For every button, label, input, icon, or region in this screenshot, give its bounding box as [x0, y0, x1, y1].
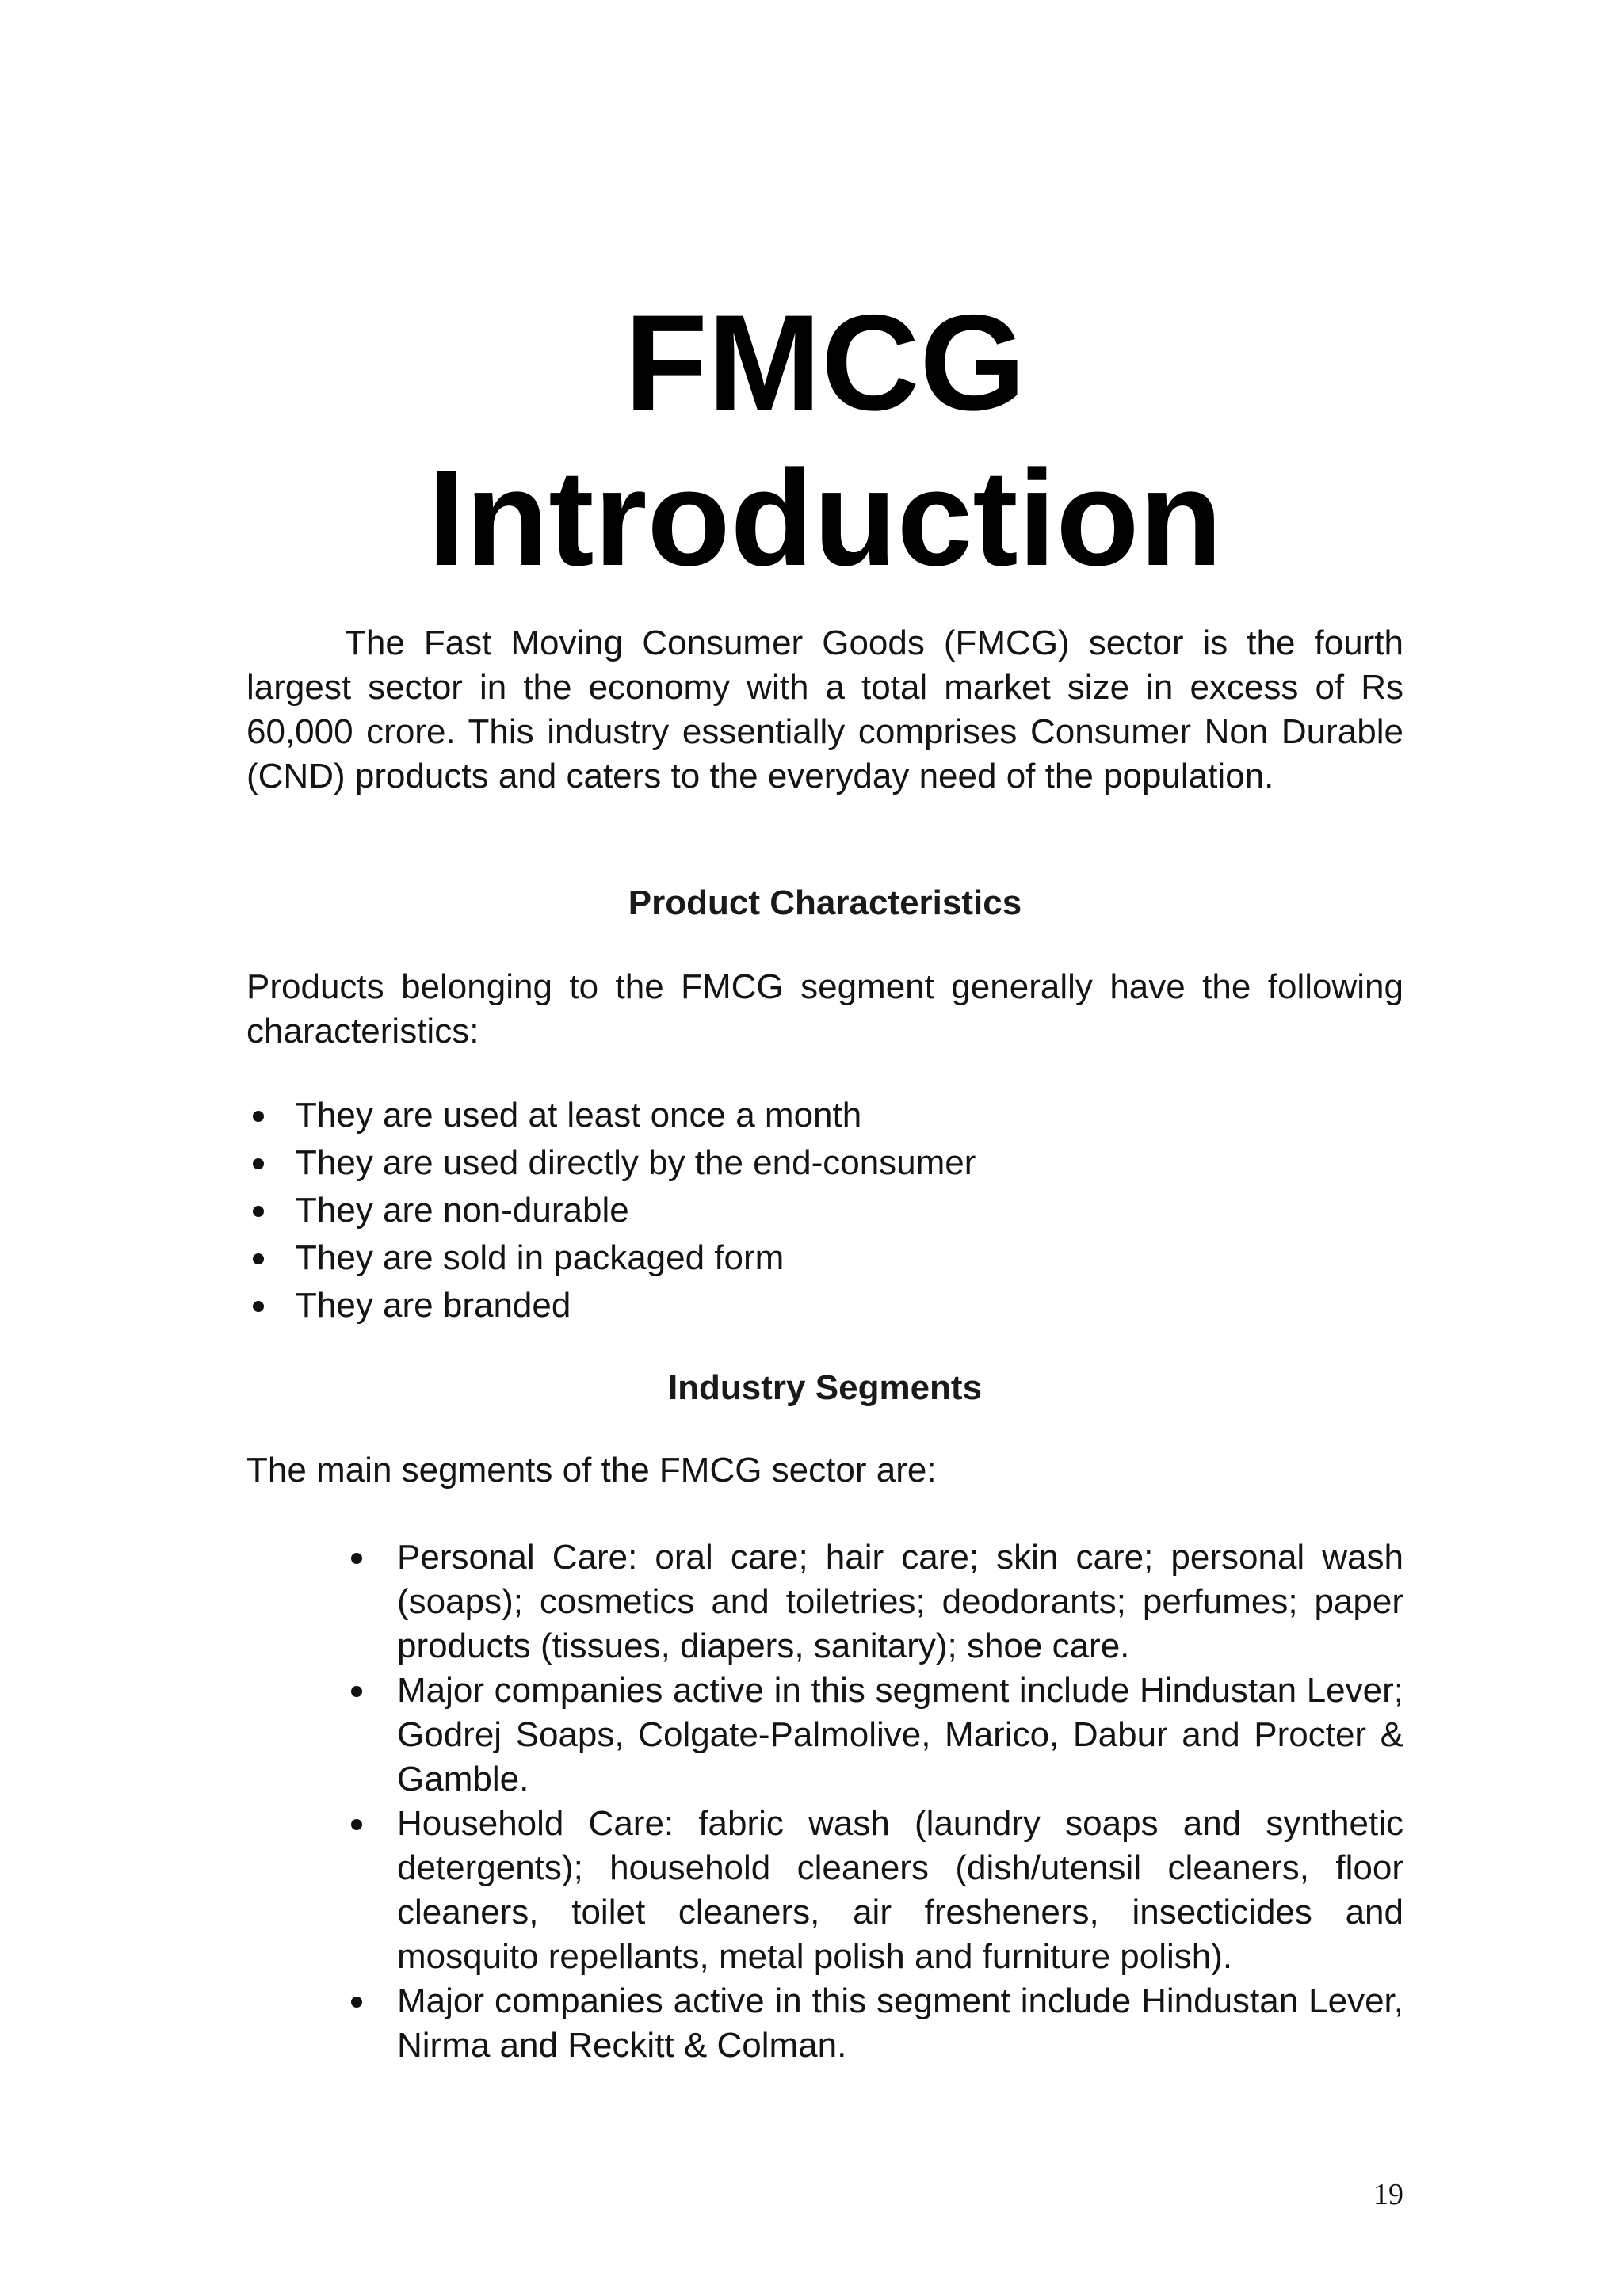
- document-page: [246, 0, 1403, 2296]
- section-heading-product-characteristics: Product Characteristics: [628, 883, 1022, 922]
- list-item: Major companies active in this segment include Hindustan Lever, Nirma and Reckitt & Colman.: [345, 1979, 1403, 2068]
- list-item: Personal Care: oral care; hair care; skin care; personal wash (soaps); cosmetics and toiletries; deodorants; perfumes; paper products (tissues, diapers, sanitary); shoe care.: [345, 1535, 1403, 1669]
- list-item: They are branded: [246, 1282, 1356, 1329]
- list-item: Major companies active in this segment include Hindustan Lever; Godrej Soaps, Colgate-Palmolive, Marico, Dabur and Procter & Gamble.: [345, 1669, 1403, 1802]
- list-item: They are non-durable: [246, 1187, 1356, 1234]
- intro-paragraph: The Fast Moving Consumer Goods (FMCG) sector is the fourth largest sector in the economy with a total market size in excess of Rs 60,000 crore. This industry essentially comprises Consumer Non Durable (CND) products and caters to the everyday need of the population.: [246, 624, 1403, 795]
- industry-segments-intro: The main segments of the FMCG sector are:: [246, 1451, 937, 1489]
- list-item: Household Care: fabric wash (laundry soaps and synthetic detergents); household cleaners (dish/utensil cleaners, floor cleaners, toilet cleaners, air fresheners, insecticides and mosquito repellants, metal polish and furniture polish).: [345, 1802, 1403, 1979]
- product-characteristics-list: [246, 1092, 1356, 1329]
- title-line-2: Introduction: [427, 442, 1223, 594]
- list-item: They are used at least once a month: [246, 1092, 1356, 1139]
- product-characteristics-intro: Products belonging to the FMCG segment generally have the following characteristics:: [246, 967, 1403, 1051]
- page-number: 19: [1373, 2178, 1403, 2211]
- list-item: They are used directly by the end-consumer: [246, 1139, 1356, 1187]
- title-line-1: FMCG: [624, 287, 1026, 439]
- list-item: They are sold in packaged form: [246, 1234, 1356, 1282]
- page-title: [246, 285, 1403, 596]
- industry-segments-list: [345, 1535, 1403, 2068]
- section-heading-industry-segments: Industry Segments: [667, 1368, 983, 1407]
